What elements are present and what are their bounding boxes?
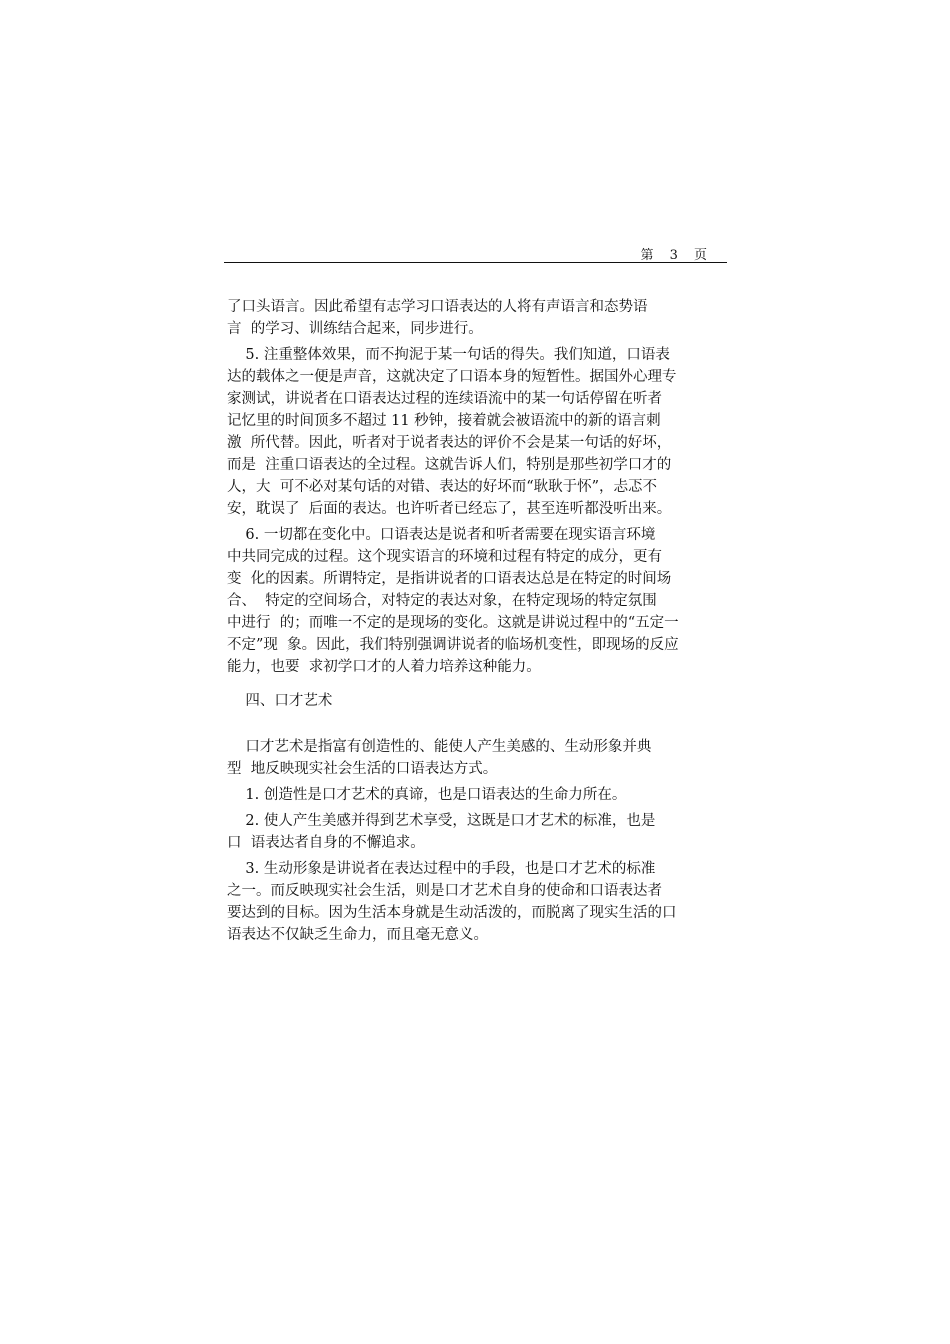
text-line: 之一。而反映现实社会生活，则是口才艺术自身的使命和口语表达者 — [227, 883, 662, 899]
text-line: 家测试，讲说者在口语表达过程的连续语流中的某一句话停留在听者 — [227, 391, 662, 407]
heading-line: 四、口才艺术 — [227, 693, 333, 709]
text-line: 达的载体之一便是声音，这就决定了口语本身的短暂性。据国外心理专 — [227, 369, 677, 385]
header-rule — [224, 262, 727, 263]
paragraph — [227, 524, 723, 678]
text-line: 人，大 可不必对某句话的对错、表达的好坏而“耿耿于怀”，忐忑不 — [227, 479, 658, 495]
paragraph — [227, 736, 723, 780]
page-number: 第 3 页 — [640, 248, 713, 263]
text-line: 口才艺术是指富有创造性的、能使人产生美感的、生动形象并典 — [227, 739, 652, 755]
text-line: 能力，也要 求初学口才的人着力培养这种能力。 — [227, 659, 541, 675]
text-line: 而是 注重口语表达的全过程。这就告诉人们，特别是那些初学口才的 — [227, 457, 672, 473]
paragraph — [227, 810, 723, 854]
text-line: 型 地反映现实社会生活的口语表达方式。 — [227, 761, 498, 777]
text-line: 要达到的目标。因为生活本身就是生动活泼的，而脱离了现实生活的口 — [227, 905, 677, 921]
text-line: 合、 特定的空间场合，对特定的表达对象，在特定现场的特定氛围 — [227, 593, 657, 609]
paragraph — [227, 344, 723, 520]
text-line: 6. 一切都在变化中。口语表达是说者和听者需要在现实语言环境 — [227, 527, 656, 543]
text-line: 了口头语言。因此希望有志学习口语表达的人将有声语言和态势语 — [227, 299, 648, 315]
text-line: 安，耽误了 后面的表达。也许听者已经忘了，甚至连听都没听出来。 — [227, 501, 672, 517]
text-line: 2. 使人产生美感并得到艺术享受，这既是口才艺术的标准，也是 — [227, 813, 656, 829]
text-line: 3. 生动形象是讲说者在表达过程中的手段，也是口才艺术的标准 — [227, 861, 656, 877]
text-line: 变 化的因素。所谓特定，是指讲说者的口语表达总是在特定的时间场 — [227, 571, 672, 587]
paragraph — [227, 784, 723, 806]
document-body — [227, 296, 723, 946]
text-line: 语表达不仅缺乏生命力，而且毫无意义。 — [227, 927, 488, 943]
text-line: 中共同完成的过程。这个现实语言的环境和过程有特定的成分，更有 — [227, 549, 662, 565]
text-line: 1. 创造性是口才艺术的真谛，也是口语表达的生命力所在。 — [227, 787, 627, 803]
text-line: 记忆里的时间顶多不超过 11 秒钟，接着就会被语流中的新的语言刺 — [227, 413, 661, 429]
text-line: 口 语表达者自身的不懈追求。 — [227, 835, 425, 851]
text-line: 中进行 的；而唯一不定的是现场的变化。这就是讲说过程中的“五定一 — [227, 615, 679, 631]
text-line: 5. 注重整体效果，而不拘泥于某一句话的得失。我们知道，口语表 — [227, 347, 670, 363]
page-header — [224, 244, 727, 262]
paragraph — [227, 296, 723, 340]
paragraph — [227, 858, 723, 946]
text-line: 言 的学习、训练结合起来，同步进行。 — [227, 321, 483, 337]
section-heading — [227, 690, 723, 712]
text-line: 不定”现 象。因此，我们特别强调讲说者的临场机变性，即现场的反应 — [227, 637, 679, 653]
text-line: 激 所代替。因此，听者对于说者表达的评价不会是某一句话的好坏， — [227, 435, 672, 451]
